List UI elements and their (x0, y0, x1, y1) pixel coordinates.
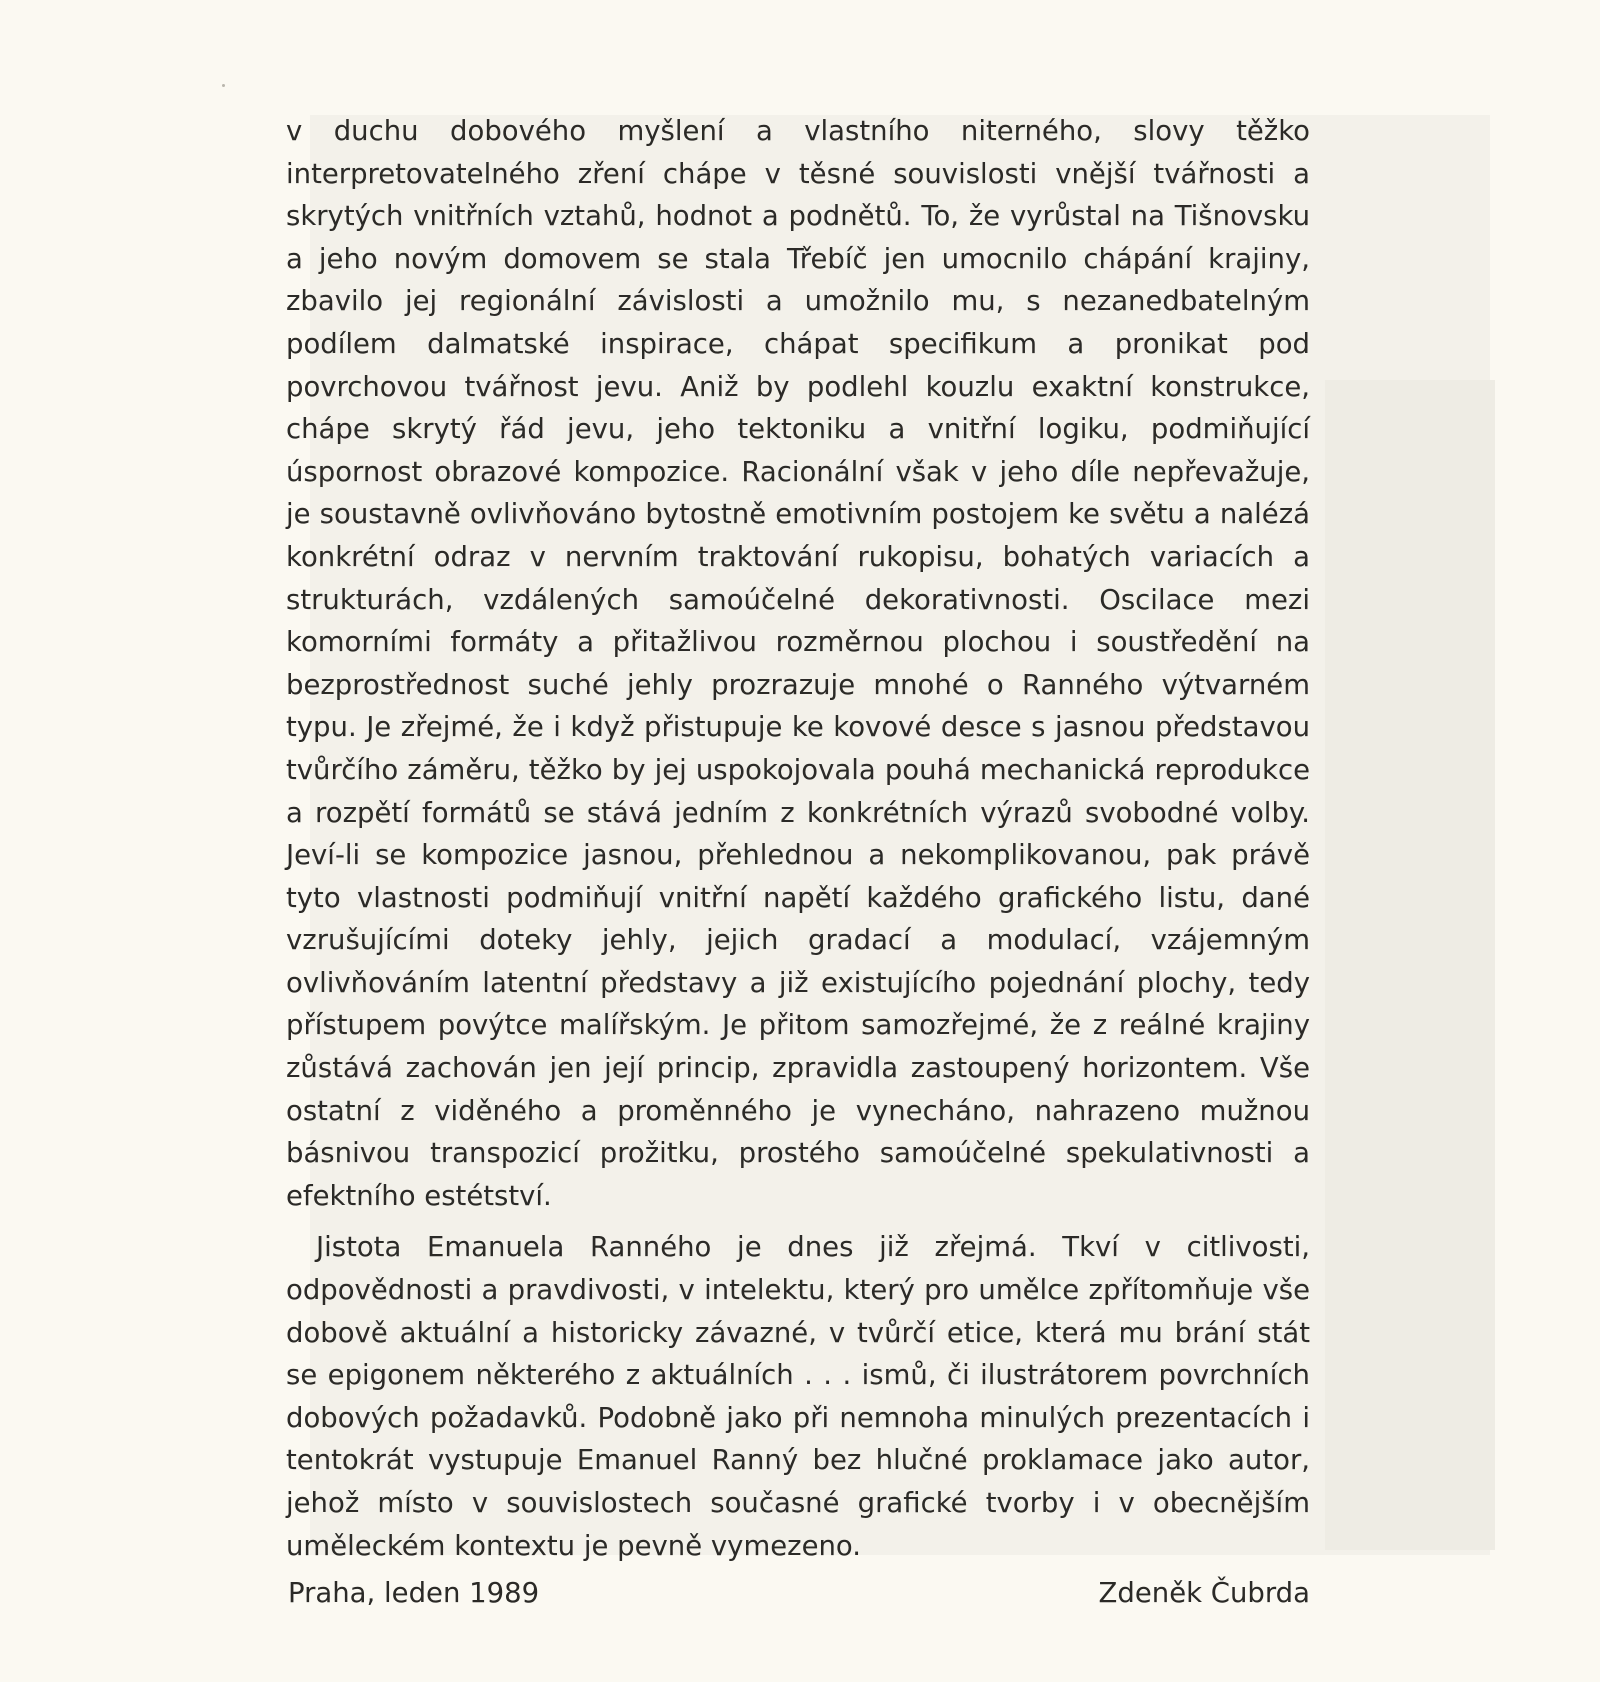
author-name: Zdeněk Čubrda (1098, 1577, 1310, 1609)
paragraph-2: Jistota Emanuela Ranného je dnes již zřejmá. Tkví v citlivosti, odpovědnosti a pravdivosti, v intelektu, který pro umělce zpřítomňuje vše dobově aktuální a historicky závazné, v tvůrčí etice, která mu brání stát se epigonem některého z aktuálních . . . ismů, či ilustrátorem povrchních dobových požadavků. Podobně jako při nemnoha minulých prezentacích i tentokrát vystupuje Emanuel Ranný bez hlučné proklamace jako autor, jehož místo v souvislostech současné grafické tvorby i v obecnějším uměleckém kontextu je pevně vymezeno. (286, 1231, 1310, 1562)
place-date: Praha, leden 1989 (288, 1577, 540, 1609)
show-through-shadow (1325, 380, 1495, 1550)
text-column (286, 110, 1310, 1567)
paper-speck (222, 84, 225, 87)
signature-line (288, 1572, 1310, 1614)
paragraph-1: v duchu dobového myšlení a vlastního niterného, slovy těžko interpretovatelného zření chápe v těsné souvislosti vnější tvářnosti a skrytých vnitřních vztahů, hodnot a podnětů. To, že vyrůstal na Tišnovsku a jeho novým domovem se stala Třebíč jen umocnilo chápání krajiny, zbavilo jej regionální závislosti a umožnilo mu, s nezanedbatelným podílem dalmatské inspirace, chápat specifikum a pronikat pod povrchovou tvářnost jevu. Aniž by podlehl kouzlu exaktní konstrukce, chápe skrytý řád jevu, jeho tektoniku a vnitřní logiku, podmiňující úspornost obrazové kompozice. Racionální však v jeho díle nepřevažuje, je soustavně ovlivňováno bytostně emotivním postojem ke světu a nalézá konkrétní odraz v nervním traktování rukopisu, bohatých variacích a strukturách, vzdálených samoúčelné dekorativnosti. Oscilace mezi komorními formáty a přitažlivou rozměrnou plochou i soustředění na bezprostřednost suché jehly prozrazuje mnohé o Ranného výtvarném typu. Je zřejmé, že i když přistupuje ke kovové desce s jasnou představou tvůrčího záměru, těžko by jej uspokojovala pouhá mechanická reprodukce a rozpětí formátů se stává jedním z konkrétních výrazů svobodné volby. Jeví-li se kompozice jasnou, přehlednou a nekomplikovanou, pak právě tyto vlastnosti podmiňují vnitřní napětí každého grafického listu, dané vzrušujícími doteky jehly, jejich gradací a modulací, vzájemným ovlivňováním latentní představy a již existujícího pojednání plochy, tedy přístupem povýtce malířským. Je přitom samozřejmé, že z reálné krajiny zůstává zachován jen její princip, zpravidla zastoupený horizontem. Vše ostatní z viděného a proměnného je vynecháno, nahrazeno mužnou básnivou transpozicí prožitku, prostého samoúčelné spekulativnosti a efektního estétství. (286, 115, 1310, 1212)
